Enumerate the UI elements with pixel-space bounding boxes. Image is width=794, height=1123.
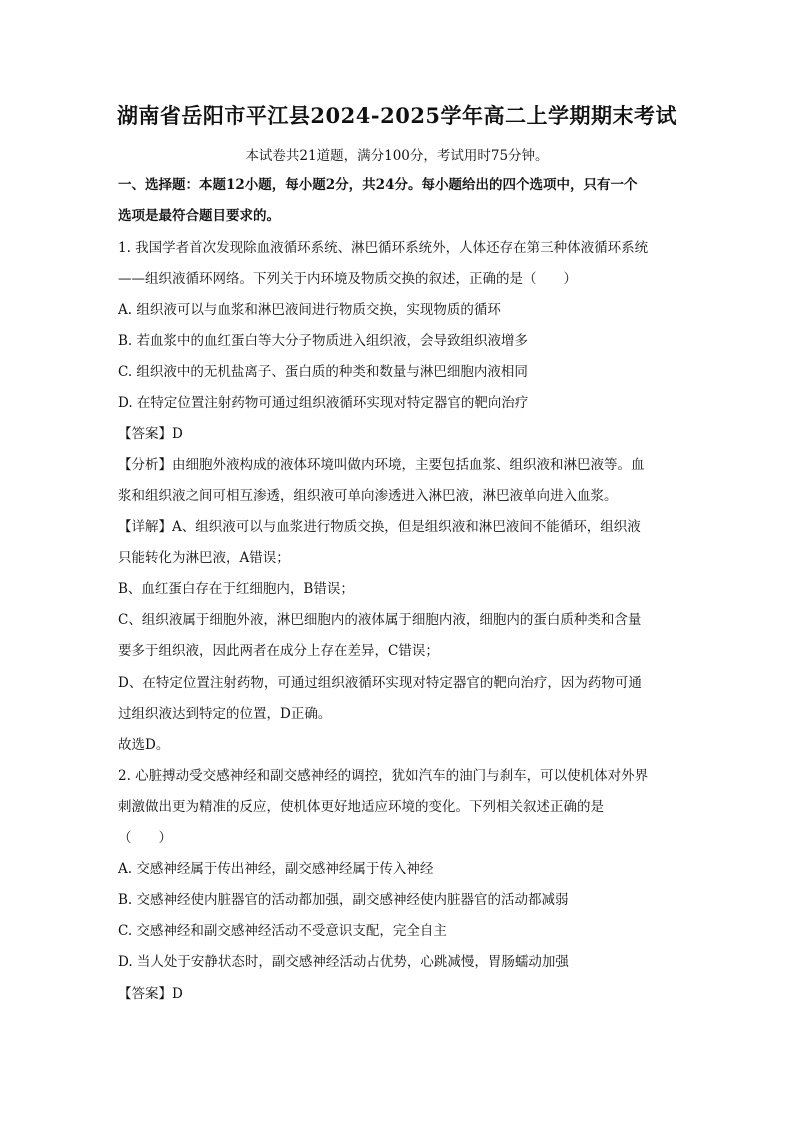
question-1-option-d: D. 在特定位置注射药物可通过组织液循环实现对特定器官的靶向治疗	[118, 395, 529, 411]
question-1-option-c: C. 组织液中的无机盐离子、蛋白质的种类和数量与淋巴细胞内液相同	[118, 364, 528, 380]
question-1-detail: 【详解】A、组织液可以与血浆进行物质交换，但是组织液和淋巴液间不能循环，组织液	[118, 519, 641, 535]
question-1-answer: 【答案】D	[118, 426, 183, 442]
question-1-detail: 要多于组织液，因此两者在成分上存在差异，C错误；	[118, 643, 439, 659]
question-2-option-a: A. 交感神经属于传出神经，副交感神经属于传入神经	[118, 861, 434, 877]
question-1-option-b: B. 若血浆中的血红蛋白等大分子物质进入组织液，会导致组织液增多	[118, 333, 529, 349]
question-1-detail: B、血红蛋白存在于红细胞内，B错误；	[118, 581, 354, 597]
question-1-analysis: 浆和组织液之间可相互渗透，组织液可单向渗透进入淋巴液，淋巴液单向进入血浆。	[118, 488, 618, 504]
question-2-stem: 2. 心脏搏动受交感神经和副交感神经的调控，犹如汽车的油门与刹车，可以使机体对外界	[118, 768, 649, 784]
question-1-detail: 只能转化为淋巴液，A错误；	[118, 550, 290, 566]
document-subtitle: 本试卷共21道题，满分100分，考试用时75分钟。	[245, 148, 549, 164]
question-1-analysis: 【分析】由细胞外液构成的液体环境叫做内环境，主要包括血浆、组织液和淋巴液等。血	[118, 457, 645, 473]
question-1-conclusion: 故选D。	[118, 737, 170, 753]
document-title: 湖南省岳阳市平江县2024-2025学年高二上学期期末考试	[116, 103, 678, 128]
question-2-option-d: D. 当人处于安静状态时，副交感神经活动占优势，心跳减慢，胃肠蠕动加强	[118, 954, 569, 970]
question-1-stem: 1. 我国学者首次发现除血液循环系统、淋巴循环系统外，人体还存在第三种体液循环系统	[118, 240, 649, 256]
question-2-stem: （ ）	[118, 830, 172, 846]
section-header-line: 一、选择题：本题12小题，每小题2分，共24分。每小题给出的四个选项中，只有一个	[118, 177, 638, 193]
question-2-option-c: C. 交感神经和副交感神经活动不受意识支配，完全自主	[118, 923, 447, 939]
question-2-option-b: B. 交感神经使内脏器官的活动都加强，副交感神经使内脏器官的活动都减弱	[118, 892, 569, 908]
question-1-stem: ——组织液循环网络。下列关于内环境及物质交换的叙述，正确的是（ ）	[118, 271, 577, 287]
question-1-detail: D、在特定位置注射药物，可通过组织液循环实现对特定器官的靶向治疗，因为药物可通	[118, 675, 642, 691]
question-2-answer: 【答案】D	[118, 986, 183, 1002]
section-header-line: 选项是最符合题目要求的。	[118, 208, 280, 224]
question-2-stem: 刺激做出更为精准的反应，使机体更好地适应环境的变化。下列相关叙述正确的是	[118, 799, 604, 815]
question-1-detail: C、组织液属于细胞外液，淋巴细胞内的液体属于细胞内液，细胞内的蛋白质种类和含量	[118, 612, 642, 628]
question-1-detail: 过组织液达到特定的位置，D正确。	[118, 706, 332, 722]
question-1-option-a: A. 组织液可以与血浆和淋巴液间进行物质交换，实现物质的循环	[118, 302, 501, 318]
